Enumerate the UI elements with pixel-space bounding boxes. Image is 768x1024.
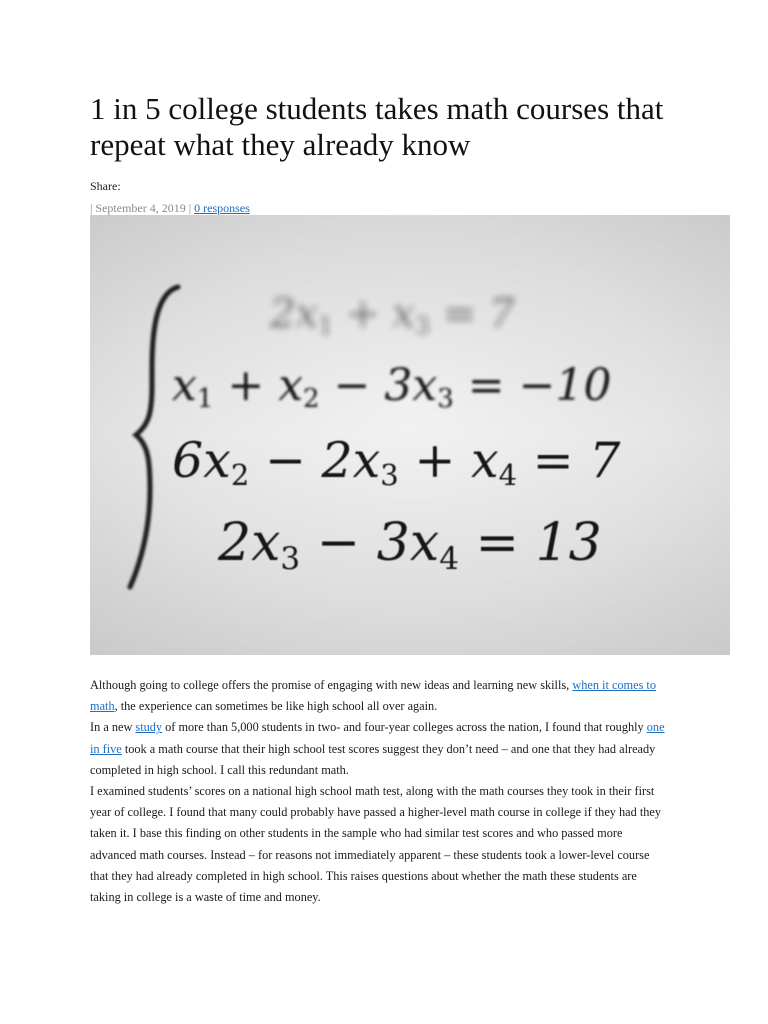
paragraph xyxy=(90,717,670,781)
article-body xyxy=(90,675,670,908)
equation-row xyxy=(217,513,602,577)
meta-separator: | xyxy=(188,201,192,215)
paragraph-text: took a math course that their high school test scores suggest they don’t need – and one that they had already completed in high school. I call this redundant math. xyxy=(90,741,656,777)
equation-subscript: 3 xyxy=(437,384,454,415)
link-one-in-five[interactable]: one in five xyxy=(90,720,665,756)
share-label: Share: xyxy=(90,179,121,193)
equation-row xyxy=(172,360,611,414)
paragraph-text: Although going to college offers the promise of engaging with new ideas and learning new skills, xyxy=(90,678,573,692)
equation-subscript: 3 xyxy=(414,311,431,340)
paragraph xyxy=(90,675,670,717)
equation-subscript: 2 xyxy=(303,384,320,415)
article-title: 1 in 5 college students takes math courses that repeat what they already know xyxy=(90,91,664,162)
equation-subscript: 4 xyxy=(439,540,459,577)
equation-term: = −10 xyxy=(453,360,612,411)
paragraph-text: , the experience can sometimes be like high school all over again. xyxy=(114,699,438,714)
equation-term: + x xyxy=(333,291,415,337)
equation-term: 2x xyxy=(270,291,319,337)
link-study[interactable]: study xyxy=(135,720,163,735)
equation-row xyxy=(269,291,515,340)
equation-term: + x xyxy=(398,432,499,489)
paragraph-text: In a new xyxy=(90,720,136,735)
equation-term: = 13 xyxy=(458,513,602,573)
equation-term: = 7 xyxy=(430,291,515,337)
equation-subscript: 3 xyxy=(280,540,301,577)
equation-term: − 3x xyxy=(319,360,438,411)
equation-term: 2x xyxy=(218,513,281,573)
equation-text xyxy=(269,291,515,340)
equation-subscript: 1 xyxy=(318,311,334,340)
paragraph: I examined students’ scores on a national high school math test, along with the math courses they took in their first year of college. I found that many could probably have passed a higher-level math course in college if they had they taken it. I base this finding on other students in the sample who had similar test scores and who passed more advanced math courses. Instead – for reasons not immediately apparent – these students took a lower-level course that they had already completed in high school. This raises questions about whether the math these students are taking in college is a waste of time and money. xyxy=(90,784,662,905)
responses-link[interactable]: 0 responses xyxy=(194,201,250,215)
equation-subscript: 3 xyxy=(380,458,399,493)
equation-subscript: 2 xyxy=(230,458,250,493)
equation-term: − 2x xyxy=(249,432,381,489)
equation-term: 6x xyxy=(172,432,231,489)
equation-term: = 7 xyxy=(517,432,621,489)
meta-separator: | xyxy=(90,201,93,215)
equation-term: + x xyxy=(213,360,304,411)
publish-date: September 4, 2019 xyxy=(95,201,186,215)
equation-subscript: 1 xyxy=(196,384,214,415)
equations-photo xyxy=(90,215,730,655)
hero-image xyxy=(90,215,730,655)
equation-term: x xyxy=(172,360,197,411)
link-when-it-comes-to-math[interactable]: when it comes to math xyxy=(90,678,656,714)
article-meta xyxy=(90,200,250,216)
paragraph-text: of more than 5,000 students in two- and four-year colleges across the nation, I found that roughly xyxy=(162,720,647,735)
equation-term: − 3x xyxy=(300,513,440,573)
equation-text xyxy=(172,360,611,414)
equation-subscript: 4 xyxy=(498,458,518,493)
equation-text xyxy=(217,513,602,577)
